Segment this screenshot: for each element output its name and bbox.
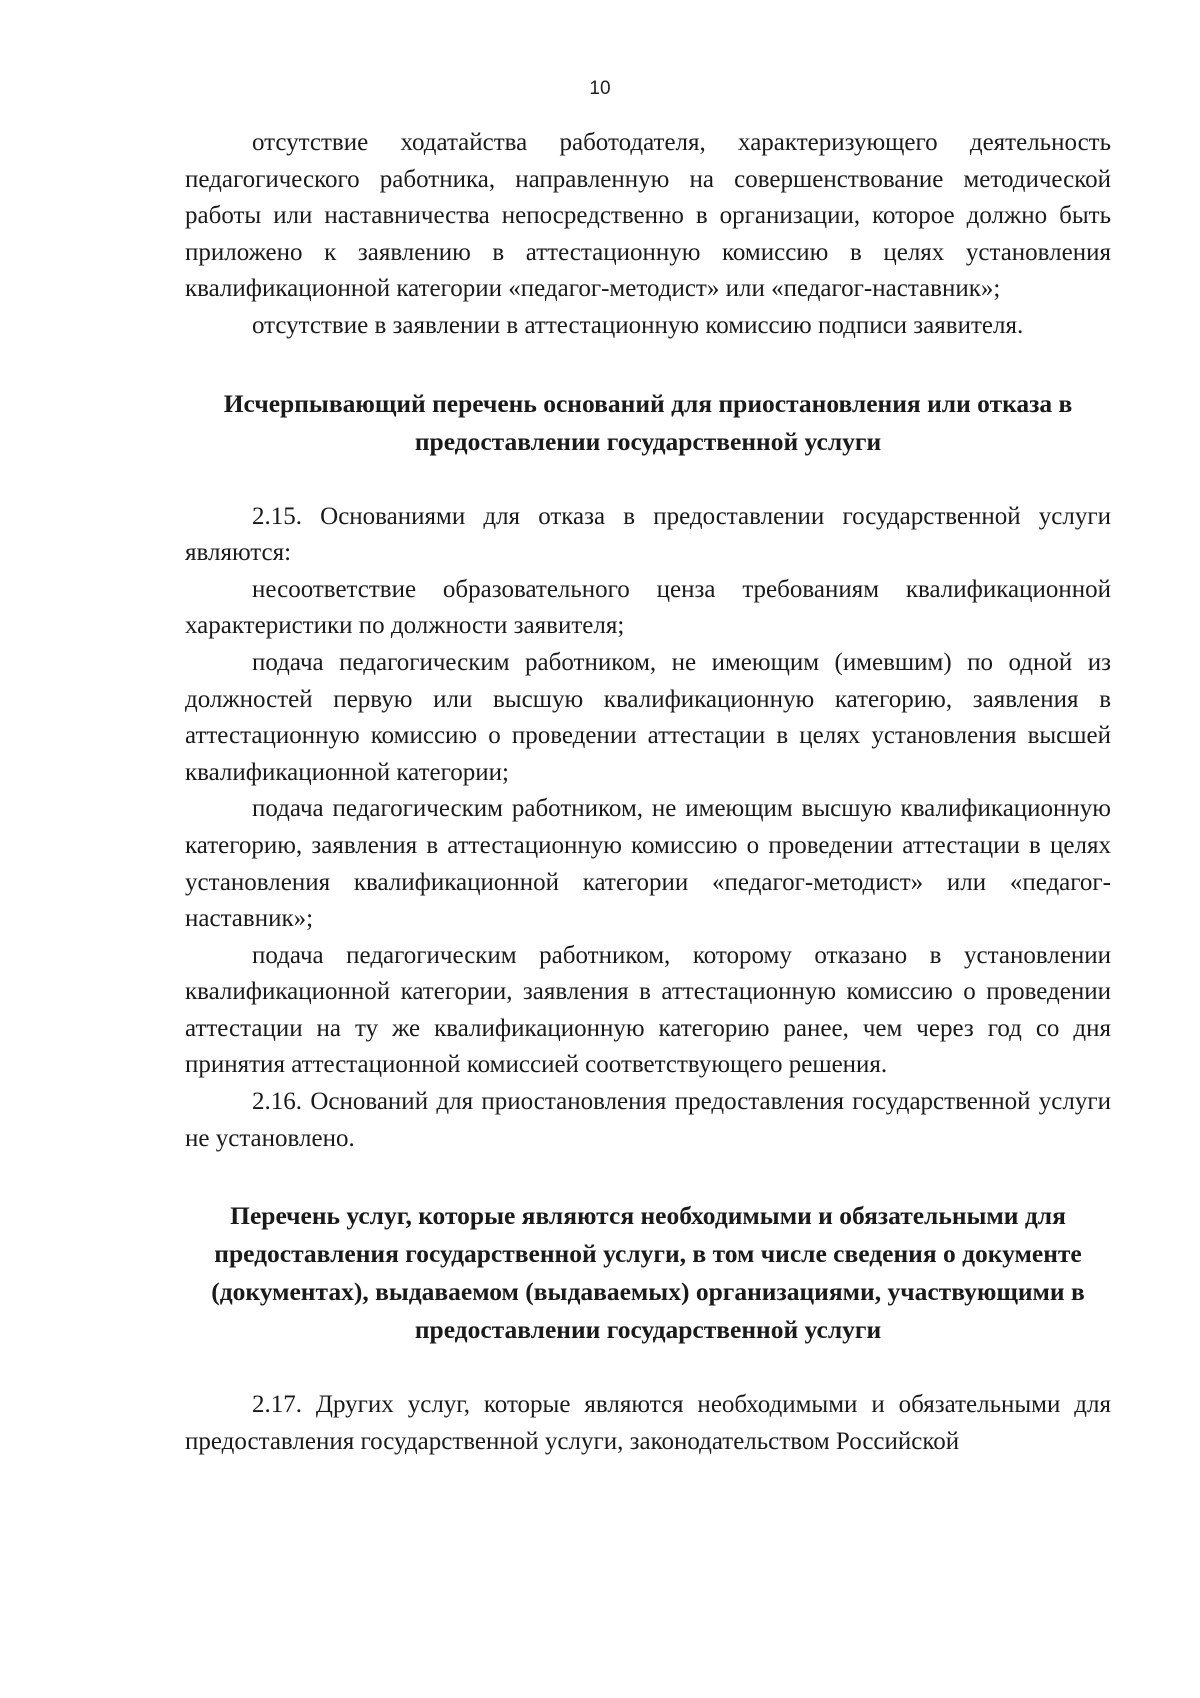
paragraph: подача педагогическим работником, которому отказано в установлении квалификационной категории, заявления в аттестационную комиссию о проведении аттестации на ту же квалификационную категорию ранее, чем через год со дня принятия аттестационной комиссией соответствующего решения. xyxy=(185,941,1111,1079)
page-number: 10 xyxy=(589,78,611,99)
paragraph: подача педагогическим работником, не имеющим (имевшим) по одной из должностей первую или высшую квалификационную категорию, заявления в аттестационную комиссию о проведении аттестации в целях установления высшей квалификационной категории; xyxy=(185,648,1111,786)
section-heading: Исчерпывающий перечень оснований для приостановления или отказа в предоставлении государственной услуги xyxy=(223,388,1073,456)
section-heading: Перечень услуг, которые являются необходимыми и обязательными для предоставления государственной услуги, в том числе сведения о документе (документах), выдаваемом (выдаваемых) организациями, участвующими в предоставлении государственной услуги xyxy=(211,1201,1085,1345)
paragraph: отсутствие ходатайства работодателя, характеризующего деятельность педагогического работника, направленную на совершенствование методической работы или наставничества непосредственно в организации, которое должно быть приложено к заявлению в аттестационную комиссию в целях установления квалификационной категории «педагог-методист» или «педагог-наставник»; xyxy=(185,129,1111,303)
paragraph: 2.16. Оснований для приостановления предоставления государственной услуги не установлено. xyxy=(185,1088,1111,1152)
paragraph: подача педагогическим работником, не имеющим высшую квалификационную категорию, заявления в аттестационную комиссию о проведении аттестации в целях установления квалификационной категории «педагог-методист» или «педагог-наставник»; xyxy=(185,795,1111,933)
document-body xyxy=(185,125,1111,1460)
paragraph: отсутствие в заявлении в аттестационную комиссию подписи заявителя. xyxy=(252,311,1024,339)
paragraph: 2.15. Основаниями для отказа в предоставлении государственной услуги являются: xyxy=(185,502,1111,567)
paragraph: несоответствие образовательного ценза требованиям квалификационной характеристики по должности заявителя; xyxy=(185,575,1111,640)
paragraph: 2.17. Других услуг, которые являются необходимыми и обязательными для предоставления государственной услуги, законодательством Российской xyxy=(185,1391,1111,1455)
